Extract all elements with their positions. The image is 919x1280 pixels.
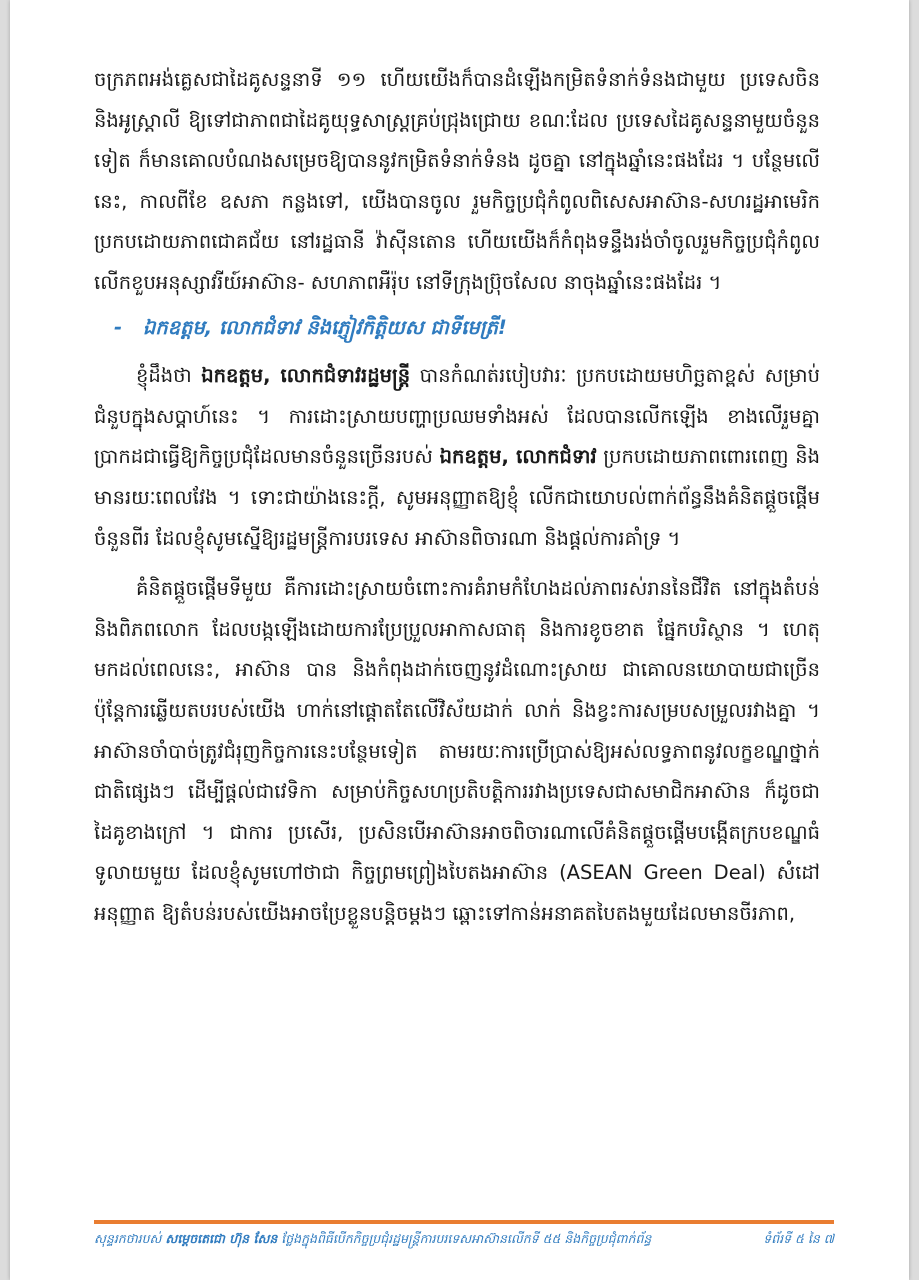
- paragraph-2: [94, 356, 820, 559]
- page-footer: [94, 1230, 834, 1248]
- footer-suffix: ថ្លែងក្នុងពិធីបើកកិច្ចប្រជុំរដ្ឋមន្ត្រីការបរទេសអាស៊ានលើកទី ៥៥ និងកិច្ចប្រជុំពាក់ព័ន្ធ: [277, 1231, 652, 1246]
- heading-text: ឯកឧត្តម, លោកជំទាវ និងភ្ញៀវកិត្តិយស ជាទីមេត្រី!: [142, 315, 507, 339]
- footer-rule: [94, 1220, 834, 1224]
- footer-speaker-name: សម្តេចតេជោ ហ៊ុន សែន: [165, 1231, 278, 1246]
- paragraph-2-bold-2: ឯកឧត្តម, លោកជំទាវ: [439, 445, 597, 469]
- paragraph-3: គំនិតផ្តួចផ្តើមទីមួយ គឺការដោះស្រាយចំពោះការគំរាមកំហែងដល់ភាពរស់រាននៃជីវិត នៅក្នុងតំបន់ និងពិភពលោក ដែលបង្កឡើងដោយការប្រែប្រួលអាកាសធាតុ និងការខូចខាត ផ្នែកបរិស្ថាន ។ ហេតុមកដល់ពេលនេះ, អាស៊ាន បាន និងកំពុងដាក់ចេញនូវដំណោះស្រាយ ជាគោលនយោបាយជាច្រើន ប៉ុន្តែការឆ្លើយតបរបស់យើង ហាក់នៅផ្តោតតែលើវិស័យដាក់ លាក់ និងខ្វះការសម្របសម្រួលរវាងគ្នា ។ អាស៊ានចាំបាច់ត្រូវជំរុញកិច្ចការនេះបន្ថែមទៀត តាមរយៈការប្រើប្រាស់ឱ្យអស់លទ្ធភាពនូវលក្ខខណ្ឌថ្នាក់ជាតិផ្សេងៗ ដើម្បីផ្តល់ជាវេទិកា សម្រាប់កិច្ចសហប្រតិបត្តិការរវាងប្រទេសជាសមាជិកអាស៊ាន ក៏ដូចជាដៃគូខាងក្រៅ ។ ជាការ ប្រសើរ, ប្រសិនបើអាស៊ានអាចពិចារណាលើគំនិតផ្តួចផ្តើមបង្កើតក្របខណ្ឌធំទូលាយមួយ ដែលខ្ញុំសូមហៅថាជា កិច្ចព្រមព្រៀងបៃតងអាស៊ាន (ASEAN Green Deal) សំដៅអនុញ្ញាត ឱ្យតំបន់របស់យើងអាចប្រែខ្លួនបន្តិចម្តងៗ ឆ្ពោះទៅកាន់អនាគតបៃតងមួយដែលមានចីរភាព,: [94, 577, 820, 925]
- paragraph-2-bold-1: ឯកឧត្តម, លោកជំទាវរដ្ឋមន្ត្រី: [201, 364, 411, 388]
- page-number: ទំព័រទី ៥ នៃ ៧: [763, 1231, 834, 1246]
- heading-dash: -: [114, 315, 123, 339]
- paragraph-gap: [94, 559, 820, 569]
- paragraph-2-part-a: ខ្ញុំដឹងថា: [136, 364, 202, 388]
- paragraph-2-part-c: ប្រកបដោយភាពពោរពេញ និងមានរយៈពេលវែង ។ ទោះជាយ៉ាងនេះក្តី, សូមអនុញ្ញាតឱ្យខ្ញុំ លើកជាយោបល់ពាក់ព័ន្ធនឹងគំនិតផ្តួចផ្តើមចំនួនពីរ ដែលខ្ញុំសូមស្នើឱ្យរដ្ឋមន្ត្រីការបរទេស អាស៊ានពិចារណា និងផ្តល់ការគាំទ្រ ។: [94, 445, 820, 550]
- footer-prefix: សុន្ទរកថារបស់: [94, 1231, 166, 1246]
- section-heading: [94, 308, 820, 349]
- paragraph-1: ចក្រភពអង់គ្លេសជាដៃគូសន្ទនាទី ១១ ហើយយើងក៏បានដំឡើងកម្រិតទំនាក់ទំនងជាមួយ ប្រទេសចិន និងអូស្ត្រាលី ឱ្យទៅជាភាពជាដៃគូយុទ្ធសាស្ត្រគ្រប់ជ្រុងជ្រោយ ខណៈដែល ប្រទេសដៃគូសន្ទនាមួយចំនួនទៀត ក៏មានគោលបំណងសម្រេចឱ្យបាននូវកម្រិតទំនាក់ទំនង ដូចគ្នា នៅក្នុងឆ្នាំនេះផងដែរ ។ បន្ថែមលើនេះ, កាលពីខែ ឧសភា កន្លងទៅ, យើងបានចូល រួមកិច្ចប្រជុំកំពូលពិសេសអាស៊ាន-សហរដ្ឋអាមេរិក ប្រកបដោយភាពជោគជ័យ នៅរដ្ឋធានី វ៉ាស៊ីនតោន ហើយយើងក៏កំពុងទន្ទឹងរង់ចាំចូលរួមកិច្ចប្រជុំកំពូលលើកខួបអនុស្សាវរីយ៍អាស៊ាន- សហភាពអឺរ៉ុប នៅទីក្រុងប្រ៊ុចសែល នាចុងឆ្នាំនេះផងដែរ ។: [94, 68, 820, 294]
- paragraph-2-part-b: បានកំណត់របៀបវារៈ ប្រកបដោយមហិច្ឆតាខ្ពស់ សម្រាប់ជំនួបក្នុងសប្តាហ៍នេះ ។ ការដោះស្រាយបញ្ហាប្រឈមទាំងអស់ ដែលបានលើកឡើង ខាងលើរួមគ្នា ប្រាកដជាធ្វើឱ្យកិច្ចប្រជុំដែលមានចំនួនច្រើនរបស់: [94, 364, 820, 469]
- document-page: [10, 0, 909, 1280]
- page-body: [94, 60, 820, 934]
- footer-title: [94, 1230, 651, 1248]
